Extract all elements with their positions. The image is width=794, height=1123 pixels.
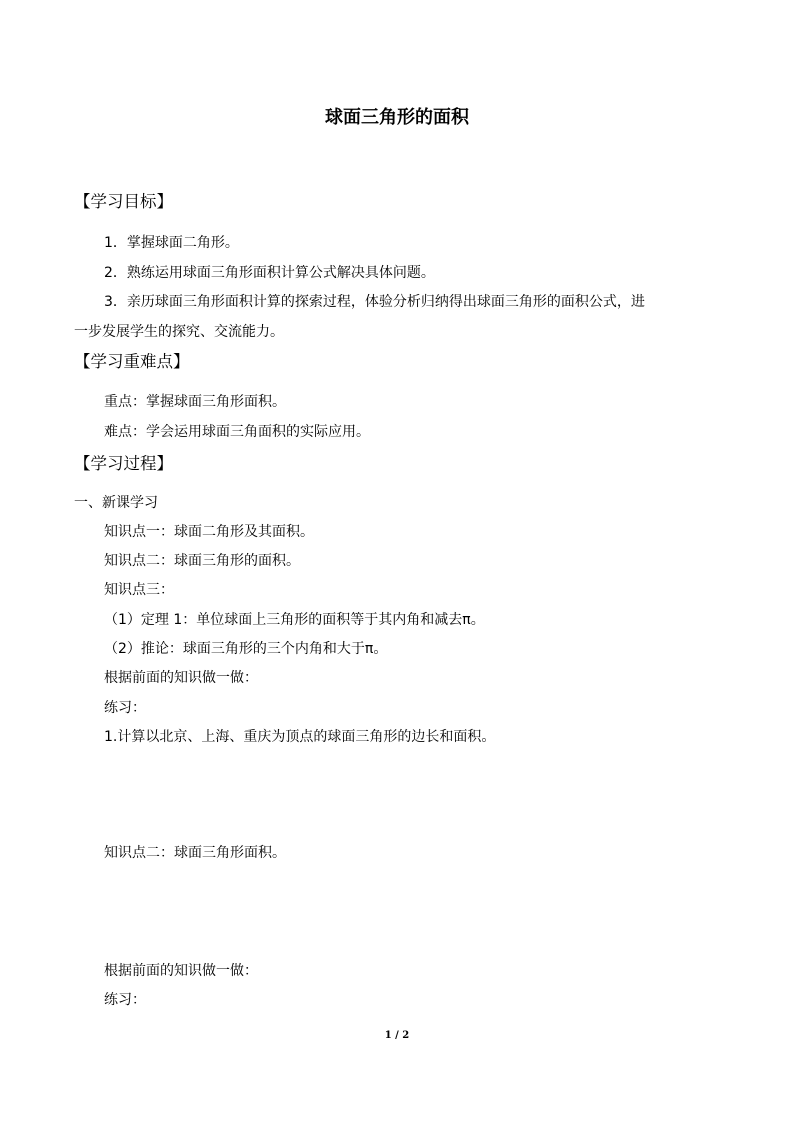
corollary: （2）推论：球面三角形的三个内角和大于π。 [104, 641, 388, 657]
goal-item-1: 1．掌握球面二角形。 [104, 235, 239, 251]
section-heading-goals: 【学习目标】 [74, 192, 173, 211]
goal-item-3-continued: 一步发展学生的探究、交流能力。 [74, 324, 284, 340]
exercise-1: 1.计算以北京、上海、重庆为顶点的球面三角形的边长和面积。 [104, 729, 496, 745]
part-title-new-lesson: 一、新课学习 [74, 495, 158, 511]
section-heading-process: 【学习过程】 [74, 454, 173, 473]
difficult-point-text: 难点：学会运用球面三角面积的实际应用。 [104, 424, 370, 440]
knowledge-point-2-repeat: 知识点二：球面三角形面积。 [104, 845, 286, 861]
practice-prompt: 根据前面的知识做一做： [104, 670, 258, 686]
knowledge-point-3: 知识点三： [104, 582, 174, 598]
page-indicator: 1 / 2 [384, 1030, 410, 1041]
practice-prompt-2: 根据前面的知识做一做： [104, 963, 258, 979]
knowledge-point-1: 知识点一：球面二角形及其面积。 [104, 524, 314, 540]
document-title: 球面三角形的面积 [325, 107, 469, 128]
knowledge-point-2: 知识点二：球面三角形的面积。 [104, 553, 300, 569]
goal-item-3: 3．亲历球面三角形面积计算的探索过程，体验分析归纳得出球面三角形的面积公式，进 [104, 294, 645, 310]
goal-item-2: 2．熟练运用球面三角形面积计算公式解决具体问题。 [104, 265, 435, 281]
theorem-1: （1）定理 1：单位球面上三角形的面积等于其内角和减去π。 [104, 612, 485, 628]
exercise-label: 练习： [104, 700, 146, 716]
exercise-label-2: 练习： [104, 992, 146, 1008]
key-point-text: 重点：掌握球面三角形面积。 [104, 394, 286, 410]
section-heading-difficulties: 【学习重难点】 [74, 352, 190, 371]
